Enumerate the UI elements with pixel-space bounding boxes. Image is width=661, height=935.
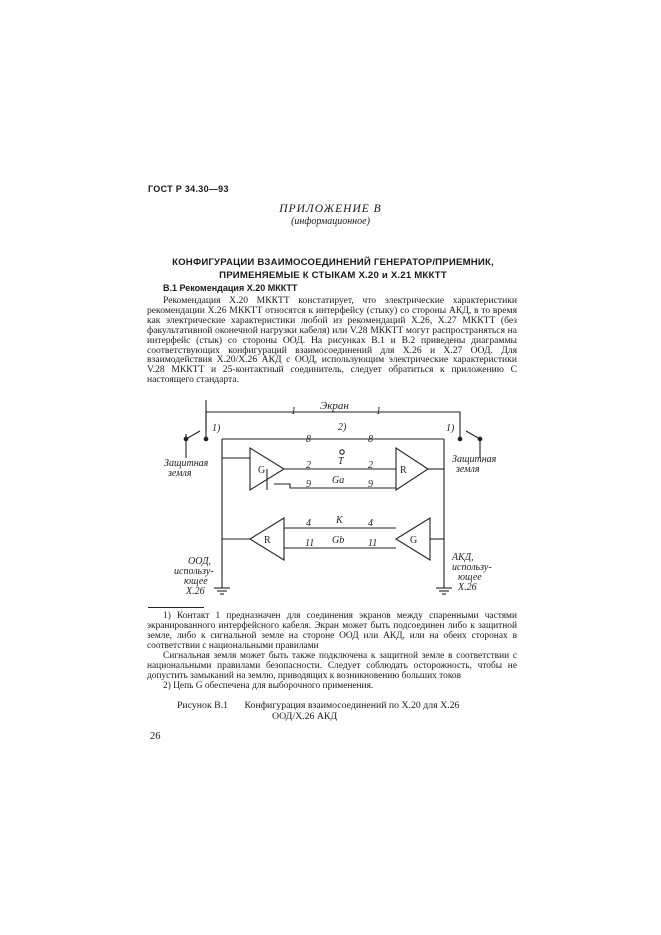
left-party-2: использу- bbox=[174, 566, 214, 577]
pin-4-right: 4 bbox=[368, 518, 373, 529]
main-title bbox=[150, 256, 516, 282]
footnote-1-text: 1) Контакт 1 предназначен для соединения экранов между спаренными частями экранированного интерфейсного кабеля. Экран может быть подсоединен либо к защитной земле, либо к сигнальной земле на стороне ООД или АКД, или на обеих сторонах в соответствии с национальными правилами bbox=[147, 611, 517, 651]
right-party-2: использу- bbox=[452, 562, 492, 573]
shield-contact-right bbox=[458, 437, 462, 441]
pin-4-left: 4 bbox=[306, 518, 311, 529]
shield-line bbox=[206, 412, 460, 437]
note-2: 2) bbox=[338, 422, 347, 433]
pin-1-right: 1 bbox=[376, 406, 381, 417]
gen-left-label: G bbox=[258, 465, 266, 476]
interconnection-diagram bbox=[160, 400, 520, 602]
pin-8-right: 8 bbox=[368, 434, 373, 445]
pin-9-left: 9 bbox=[306, 479, 311, 490]
pin-2-left: 2 bbox=[306, 460, 311, 471]
pin-11-left: 11 bbox=[305, 538, 315, 549]
right-party-1: АКД, bbox=[452, 552, 474, 563]
line-K-label: K bbox=[336, 515, 343, 526]
shield-label: Экран bbox=[320, 400, 349, 412]
pin-8-left: 8 bbox=[306, 434, 311, 445]
ground-left-label-2: земля bbox=[168, 468, 192, 479]
footnote-1 bbox=[147, 611, 517, 691]
document-code: ГОСТ Р 34.30—93 bbox=[148, 184, 229, 194]
left-party-1: ООД, bbox=[188, 556, 212, 567]
section-heading: В.1 Рекомендация Х.20 МККТТ bbox=[163, 283, 298, 293]
pin-2-right: 2 bbox=[368, 460, 373, 471]
gen-right-label: G bbox=[410, 535, 418, 546]
pin-11-right: 11 bbox=[368, 538, 378, 549]
right-party-3: ющее bbox=[458, 572, 482, 583]
ground-right-label-2: земля bbox=[456, 464, 480, 475]
note-1-left: 1) bbox=[212, 423, 221, 434]
ground-left-label-1: Защитная bbox=[164, 458, 209, 469]
shield-contact-left bbox=[204, 437, 208, 441]
appendix-subtitle: (информационное) bbox=[291, 216, 370, 227]
footnote-1b-text: Сигнальная земля может быть также подключена к защитной земле в соответствии с национальными правилами безопасности. Следует соблюдать осторожность, чтобы не допустить замыканий на землю, приводящих к возникновению больших токов bbox=[147, 651, 517, 681]
rcv-right-label: R bbox=[400, 465, 407, 476]
pin-9-right: 9 bbox=[368, 479, 373, 490]
page-number: 26 bbox=[150, 731, 161, 742]
figure-caption bbox=[177, 701, 459, 722]
right-ground-switch bbox=[466, 431, 480, 439]
left-ground-switch bbox=[186, 431, 200, 439]
caption-line-2: ООД/Х.26 АКД bbox=[272, 710, 338, 722]
left-party-3: ющее bbox=[184, 576, 208, 587]
body-paragraph-text: Рекомендация Х.20 МККТТ констатирует, что электрические характеристики рекомендации Х.26 МККТТ относятся к интерфейсу (стыку) со стороны АКД, в то время как электрические характеристики любой из рекомендаций Х.26, Х.27 МККТТ (без факультативной оконечной нагрузки кабеля) или V.28 МККТТ могут распространяться на интерфейс (стык) со стороны ООД. На рисунках В.1 и В.2 приведены диаграммы соответствующих конфигураций взаимосоединений для Х.26 и Х.27 ООД. Для взаимодействия Х.20/Х.26 АКД с ООД, использующим электрические характеристики V.28 МККТТ и 25-контактный соединитель, следует обратиться к приложению С настоящего стандарта. bbox=[147, 295, 517, 386]
line-Gb-label: Gb bbox=[332, 535, 345, 546]
left-party-4: Х.26 bbox=[186, 586, 205, 597]
pin-1-left: 1 bbox=[291, 406, 296, 417]
footnote-rule bbox=[148, 607, 204, 608]
right-party-4: Х.26 bbox=[458, 582, 477, 593]
rcv-left-label: R bbox=[264, 535, 271, 546]
body-paragraph bbox=[147, 296, 517, 385]
line-Ga-label: Ga bbox=[332, 475, 345, 486]
caption-line-1: Конфигурация взаимосоединений по Х.20 для Х.26 bbox=[244, 700, 460, 711]
main-title-line-2: ПРИМЕНЯЕМЫЕ К СТЫКАМ Х.20 и Х.21 МККТТ bbox=[219, 270, 447, 281]
caption-label: Рисунок В.1 bbox=[177, 700, 229, 711]
note-1-right: 1) bbox=[446, 423, 455, 434]
appendix-title: ПРИЛОЖЕНИЕ В bbox=[279, 203, 382, 215]
footnote-2-text: 2) Цепь G обеспечена для выборочного применения. bbox=[163, 681, 374, 691]
line-T-label: T bbox=[338, 456, 344, 467]
main-title-line-1: КОНФИГУРАЦИИ ВЗАИМОСОЕДИНЕНИЙ ГЕНЕРАТОР/ПРИЕМНИК, bbox=[172, 257, 494, 268]
ground-right-label-1: Защитная bbox=[452, 454, 497, 465]
